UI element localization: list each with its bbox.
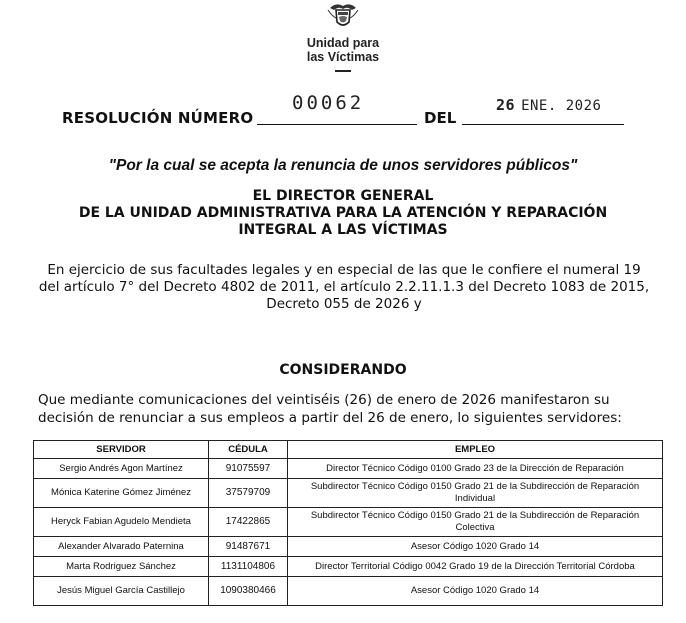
cell-servidor: Alexander Alvarado Paternina (34, 537, 209, 557)
table-row (34, 459, 663, 479)
entity-name-line-2: las Víctimas (306, 50, 380, 64)
resolution-number-underline (257, 124, 417, 125)
cell-servidor: Jesús Miguel García Castillejo (34, 577, 209, 606)
resolution-date-month-year: ENE. 2026 (521, 98, 602, 114)
cell-servidor: Sergio Andrés Agon Martínez (34, 459, 209, 479)
cell-servidor: Heryck Fabian Agudelo Mendieta (34, 508, 209, 537)
cell-servidor: Mónica Katerine Gómez Jiménez (34, 479, 209, 508)
director-heading-line-1: EL DIRECTOR GENERAL (252, 188, 434, 204)
coat-of-arms-logo (316, 0, 370, 28)
table-row (34, 557, 663, 577)
director-heading (40, 188, 646, 239)
cell-cedula: 17422865 (209, 508, 288, 537)
director-heading-line-3: INTEGRAL A LAS VÍCTIMAS (238, 222, 448, 238)
cell-cedula: 91487671 (209, 537, 288, 557)
resolution-date (496, 96, 601, 114)
cell-empleo: Subdirector Técnico Código 0150 Grado 21 de la Subdirección de Reparación Colectiva (288, 508, 663, 537)
cell-empleo: Subdirector Técnico Código 0150 Grado 21 de la Subdirección de Reparación Individual (288, 479, 663, 508)
table-row (34, 479, 663, 508)
resolution-header (0, 92, 686, 132)
column-header-servidor: SERVIDOR (34, 441, 209, 459)
preamble-paragraph: En ejercicio de sus facultades legales y en especial de las que le confiere el numeral 19 del artículo 7° del Decreto 4802 de 2011, el artículo 2.2.11.1.3 del Decreto 1083 de 2015, Decreto 055 de 2026 y (38, 262, 650, 312)
entity-name-line-1: Unidad para (306, 36, 380, 50)
cell-cedula: 37579709 (209, 479, 288, 508)
table-row (34, 537, 663, 557)
director-heading-line-2: DE LA UNIDAD ADMINISTRATIVA PARA LA ATENCIÓN Y REPARACIÓN (78, 205, 608, 221)
column-header-cedula: CÉDULA (209, 441, 288, 459)
cell-empleo: Director Técnico Código 0100 Grado 23 de la Dirección de Reparación (288, 459, 663, 479)
cell-empleo: Asesor Código 1020 Grado 14 (288, 537, 663, 557)
cell-cedula: 1090380466 (209, 577, 288, 606)
resolution-number: 00062 (292, 92, 365, 114)
considerando-paragraph (38, 391, 656, 427)
cell-cedula: 1131104806 (209, 557, 288, 577)
considerando-line-2: decisión de renunciar a sus empleos a partir del 26 de enero, lo siguientes servidores: (38, 410, 622, 426)
cell-servidor: Marta Rodriguez Sánchez (34, 557, 209, 577)
logo-divider (335, 70, 351, 72)
resolution-date-underline (462, 124, 624, 125)
considerando-line-1: Que mediante comunicaciones del veintiséis (26) de enero de 2026 manifestaron su (38, 392, 610, 408)
cell-cedula: 91075597 (209, 459, 288, 479)
column-header-empleo: EMPLEO (288, 441, 663, 459)
cell-empleo: Director Territorial Código 0042 Grado 19 de la Dirección Territorial Córdoba (288, 557, 663, 577)
servants-table (33, 440, 663, 606)
resolution-subject: "Por la cual se acepta la renuncia de unos servidores públicos" (108, 157, 578, 174)
resolution-date-day: 26 (496, 96, 516, 114)
table-header-row (34, 441, 663, 459)
table-row (34, 508, 663, 537)
cell-empleo: Asesor Código 1020 Grado 14 (288, 577, 663, 606)
table-row (34, 577, 663, 606)
date-label: DEL (424, 109, 457, 127)
entity-name (280, 36, 406, 64)
considerando-heading: CONSIDERANDO (279, 362, 407, 378)
resolution-label: RESOLUCIÓN NÚMERO (62, 109, 254, 127)
